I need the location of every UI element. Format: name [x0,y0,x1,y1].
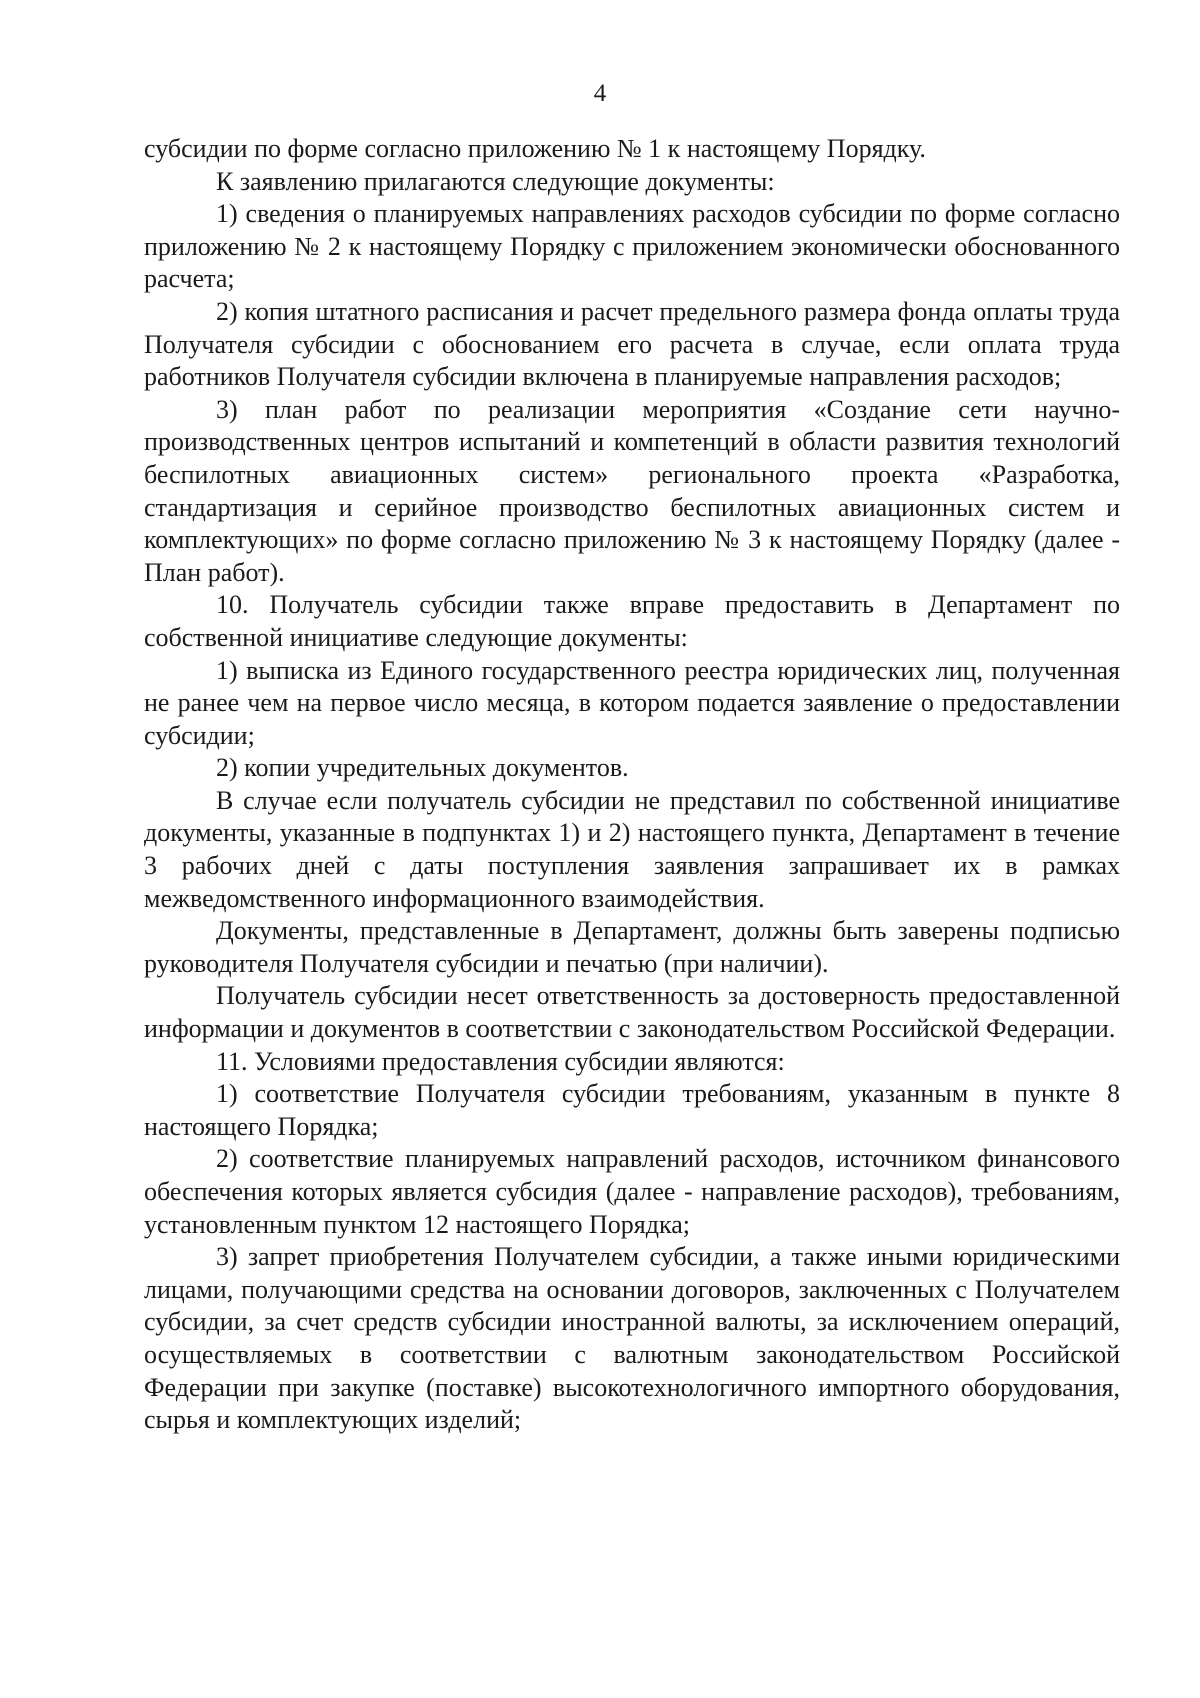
paragraph-item-3-work-plan: 3) план работ по реализации мероприятия «Создание сети научно-производственных центров испытаний и компетенций в области развития технологий беспилотных авиационных систем» регионального проекта «Разработка, стандартизация и серийное производство беспилотных авиационных систем и комплектующих» по форме согласно приложению № 3 к настоящему Порядку (далее - План работ). [144,394,1120,587]
paragraph-certification: Документы, представленные в Департамент, должны быть заверены подписью руководителя Получателя субсидии и печатью (при наличии). [144,916,1120,978]
paragraph-clause-10-item-2: 2) копии учредительных документов. [216,753,629,783]
paragraph-clause-10: 10. Получатель субсидии также вправе предоставить в Департамент по собственной инициативе следующие документы: [144,590,1120,652]
paragraph-clause-10-item-1: 1) выписка из Единого государственного реестра юридических лиц, полученная не ранее чем на первое число месяца, в котором подается заявление о предоставлении субсидии; [144,655,1120,750]
paragraph-clause-11-item-2: 2) соответствие планируемых направлений расходов, источником финансового обеспечения которых является субсидия (далее - направление расходов), требованиям, установленным пунктом 12 настоящего Порядка; [144,1144,1120,1239]
paragraph-clause-11-item-3: 3) запрет приобретения Получателем субсидии, а также иными юридическими лицами, получающими средства на основании договоров, заключенных с Получателем субсидии, за счет средств субсидии иностранной валюты, за исключением операций, осуществляемых в соответствии с валютным законодательством Российской Федерации при закупке (поставке) высокотехнологичного импортного оборудования, сырья и комплектующих изделий; [144,1242,1120,1435]
paragraph-attachments-intro: К заявлению прилагаются следующие документы: [216,166,775,196]
paragraph-continuation: субсидии по форме согласно приложению № 1 к настоящему Порядку. [144,134,926,163]
paragraph-responsibility: Получатель субсидии несет ответственность за достоверность предоставленной информации и документов в соответствии с законодательством Российской Федерации. [144,981,1120,1044]
document-body [144,133,1120,1437]
paragraph-item-1-expenses: 1) сведения о планируемых направлениях расходов субсидии по форме согласно приложению № 2 к настоящему Порядку с приложением экономически обоснованного расчета; [144,199,1120,294]
paragraph-interagency-request: В случае если получатель субсидии не представил по собственной инициативе документы, указанные в подпунктах 1) и 2) настоящего пункта, Департамент в течение 3 рабочих дней с даты поступления заявления запрашивает их в рамках межведомственного информационного взаимодействия. [144,785,1120,913]
paragraph-clause-11-item-1: 1) соответствие Получателя субсидии требованиям, указанным в пункте 8 настоящего Порядка; [144,1079,1120,1141]
page-number: 4 [593,80,607,107]
paragraph-item-2-staffing: 2) копия штатного расписания и расчет предельного размера фонда оплаты труда Получателя субсидии с обоснованием его расчета в случае, если оплата труда работников Получателя субсидии включена в планируемые направления расходов; [144,296,1120,392]
paragraph-clause-11: 11. Условиями предоставления субсидии являются: [216,1046,785,1076]
